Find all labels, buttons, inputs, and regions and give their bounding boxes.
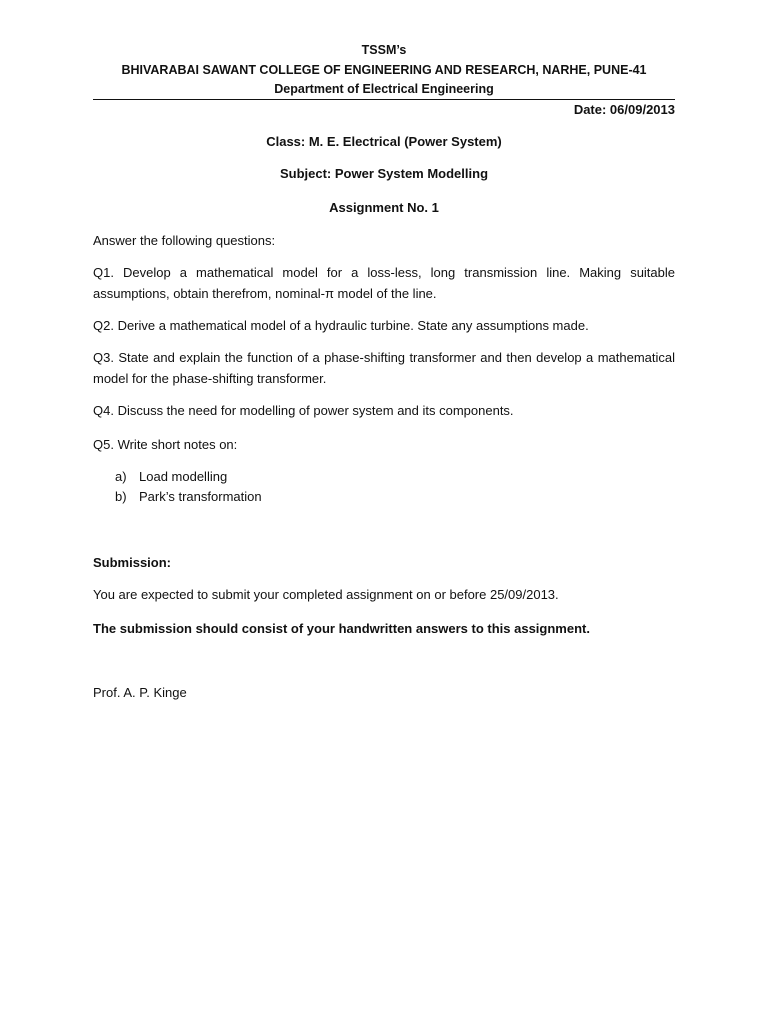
submission-deadline: You are expected to submit your completed assignment on or before 25/09/2013.: [93, 587, 559, 602]
question-5: Q5. Write short notes on:: [93, 437, 238, 452]
document-date: Date: 06/09/2013: [573, 102, 675, 117]
department-name: Department of Electrical Engineering: [274, 82, 494, 96]
short-notes-list: [115, 467, 655, 507]
instructions: Answer the following questions:: [93, 233, 276, 248]
signature: Prof. A. P. Kinge: [93, 685, 187, 700]
question-3: Q3. State and explain the function of a phase-shifting transformer and then develop a mathematical model for the phase-shifting transformer.: [93, 350, 675, 386]
assignment-title: Assignment No. 1: [329, 200, 439, 215]
class-title: Class: M. E. Electrical (Power System): [266, 134, 502, 149]
college-name: BHIVARABAI SAWANT COLLEGE OF ENGINEERING AND RESEARCH, NARHE, PUNE-41: [121, 63, 647, 77]
list-item-text: Park’s transformation: [139, 489, 262, 504]
header-divider: [93, 99, 675, 100]
subject-title: Subject: Power System Modelling: [279, 166, 489, 181]
question-1: Q1. Develop a mathematical model for a loss-less, long transmission line. Making suitable assumptions, obtain therefrom, nominal-π model of the line.: [93, 265, 675, 301]
question-4: Q4. Discuss the need for modelling of power system and its components.: [93, 403, 514, 418]
org-name: TSSM’s: [361, 43, 407, 57]
list-item: [115, 467, 655, 487]
submission-note: The submission should consist of your handwritten answers to this assignment.: [93, 621, 590, 636]
list-item: [115, 487, 655, 507]
list-item-text: Load modelling: [139, 469, 228, 484]
question-2: Q2. Derive a mathematical model of a hydraulic turbine. State any assumptions made.: [93, 318, 589, 333]
submission-heading: Submission:: [93, 555, 172, 570]
list-marker: a): [115, 469, 127, 484]
list-marker: b): [115, 489, 127, 504]
